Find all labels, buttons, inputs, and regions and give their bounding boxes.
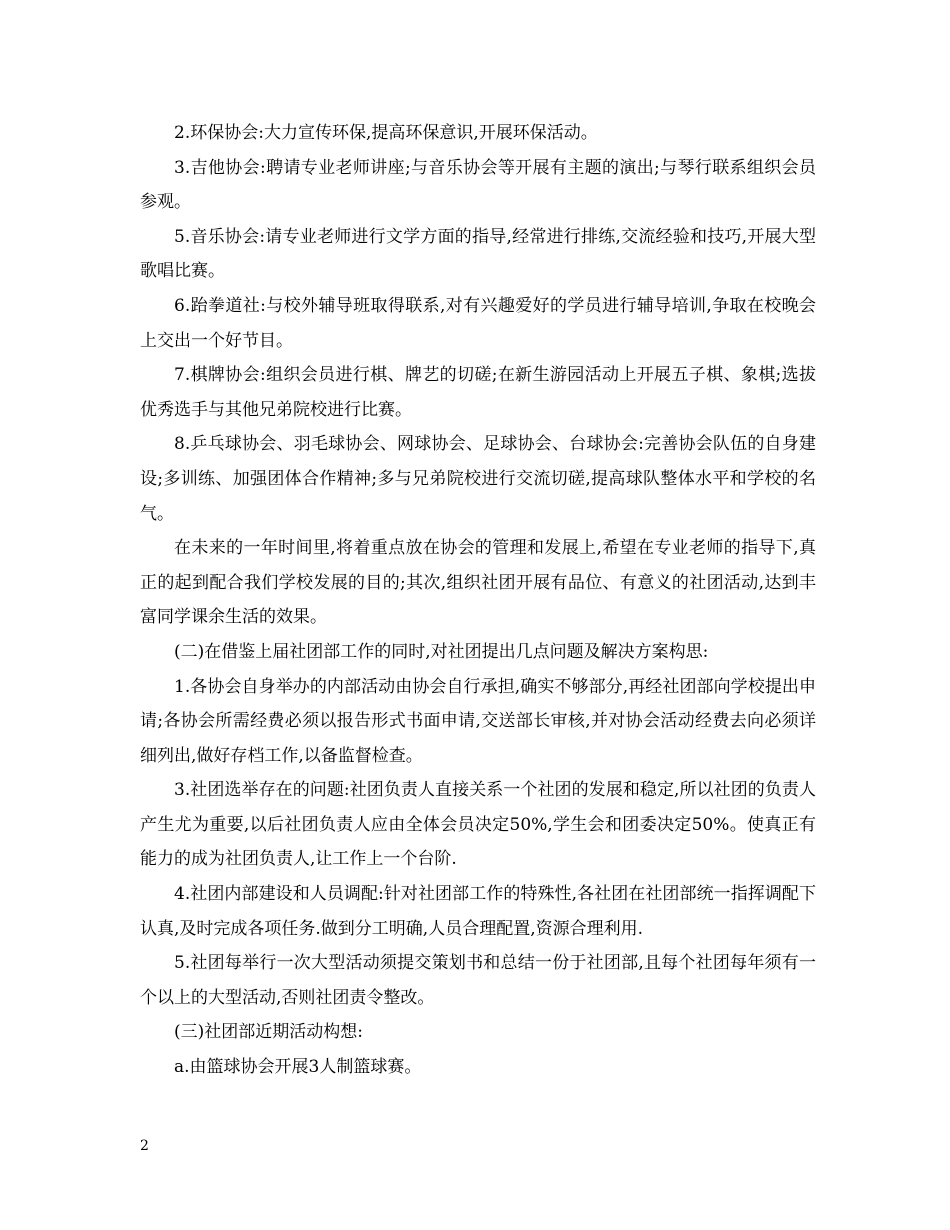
- paragraph-large-activities: 5.社团每举行一次大型活动须提交策划书和总结一份于社团部,且每个社团每年须有一个以上的大型活动,否则社团责令整改。: [140, 953, 816, 1008]
- section-heading-two: (二)在借鉴上届社团部工作的同时,对社团提出几点问题及解决方案构思:: [174, 641, 709, 662]
- section-heading-three: (三)社团部近期活动构想:: [174, 1022, 363, 1043]
- paragraph-election: 3.社团选举存在的问题:社团负责人直接关系一个社团的发展和稳定,所以社团的负责人产生尤为重要,以后社团负责人应由全体会员决定50%,学生会和团委决定50%。使真正有能力的成为社团负责人,让工作上一个台阶.: [140, 780, 816, 870]
- paragraph-guitar-association: 3.吉他协会:聘请专业老师讲座;与音乐协会等开展有主题的演出;与琴行联系组织会员参观。: [140, 157, 816, 213]
- paragraph-funding: 1.各协会自身举办的内部活动由协会自行承担,确实不够部分,再经社团部向学校提出申请;各协会所需经费必须以报告形式书面申请,交送部长审核,并对协会活动经费去向必须详细列出,做好存档工作,以备监督检查。: [140, 676, 816, 766]
- paragraph-chess-card-association: 7.棋牌协会:组织会员进行棋、牌艺的切磋;在新生游园活动上开展五子棋、象棋;选拔优秀选手与其他兄弟院校进行比赛。: [140, 365, 816, 420]
- page-body: [140, 116, 816, 1085]
- paragraph-ball-sports-associations: 8.乒乓球协会、羽毛球协会、网球协会、足球协会、台球协会:完善协会队伍的自身建设;多训练、加强团体合作精神;多与兄弟院校进行交流切磋,提高球队整体水平和学校的名气。: [140, 434, 816, 524]
- paragraph-future-plan: 在未来的一年时间里,将着重点放在协会的管理和发展上,希望在专业老师的指导下,真正的起到配合我们学校发展的目的;其次,组织社团开展有品位、有意义的社团活动,达到丰富同学课余生活的效果。: [140, 538, 816, 628]
- paragraph-music-association: 5.音乐协会:请专业老师进行文学方面的指导,经常进行排练,交流经验和技巧,开展大型歌唱比赛。: [140, 226, 816, 282]
- paragraph-environment-association: 2.环保协会:大力宣传环保,提高环保意识,开展环保活动。: [174, 123, 598, 143]
- paragraph-taekwondo-club: 6.跆拳道社:与校外辅导班取得联系,对有兴趣爱好的学员进行辅导培训,争取在校晚会上交出一个好节目。: [140, 295, 816, 351]
- paragraph-internal-construction: 4.社团内部建设和人员调配:针对社团部工作的特殊性,各社团在社团部统一指挥调配下认真,及时完成各项任务.做到分工明确,人员合理配置,资源合理利用.: [140, 884, 816, 939]
- paragraph-basketball-event: a.由篮球协会开展3人制篮球赛。: [174, 1057, 422, 1078]
- page-number: 2: [140, 1138, 149, 1154]
